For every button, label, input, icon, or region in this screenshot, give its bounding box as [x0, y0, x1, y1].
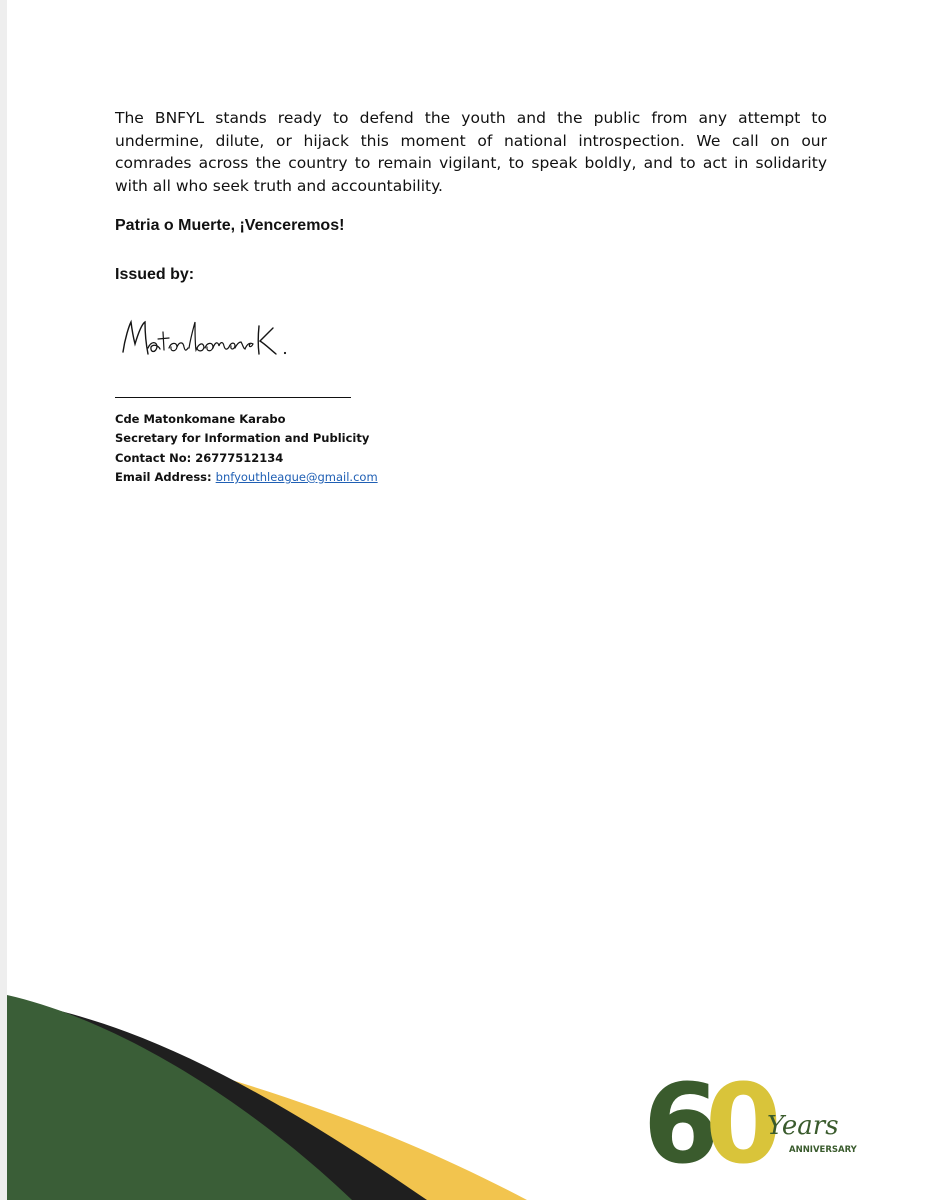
signatory-title: Secretary for Information and Publicity	[115, 431, 370, 446]
logo-digit-6: 6	[643, 1060, 720, 1170]
document-page	[7, 0, 941, 1200]
logo-digit-0: 0	[705, 1060, 782, 1170]
issued-by-label: Issued by:	[115, 266, 195, 283]
logo-caption: ANNIVERSARY	[789, 1145, 857, 1155]
logo-script-word: Years	[767, 1111, 839, 1141]
body-paragraph: The BNFYL stands ready to defend the youth and the public from any attempt to undermine, dilute, or hijack this moment of national introspection. We call on our comrades across the country to remain vigilant, to speak boldly, and to act in solidarity with all who seek truth and accountability.	[115, 109, 827, 195]
green-wave	[7, 995, 352, 1200]
email-link[interactable]: bnfyouthleague@gmail.com	[215, 469, 378, 484]
signatory-email-row	[115, 468, 378, 487]
handwritten-signature	[117, 308, 302, 368]
email-label: Email Address:	[115, 469, 212, 484]
signature-line	[115, 397, 351, 398]
signatory-name: Cde Matonkomane Karabo	[115, 412, 286, 426]
slogan: Patria o Muerte, ¡Venceremos!	[115, 217, 345, 234]
anniversary-logo	[643, 1058, 883, 1170]
signatory-contact: Contact No: 26777512134	[115, 450, 284, 465]
signatory-block	[115, 410, 378, 487]
